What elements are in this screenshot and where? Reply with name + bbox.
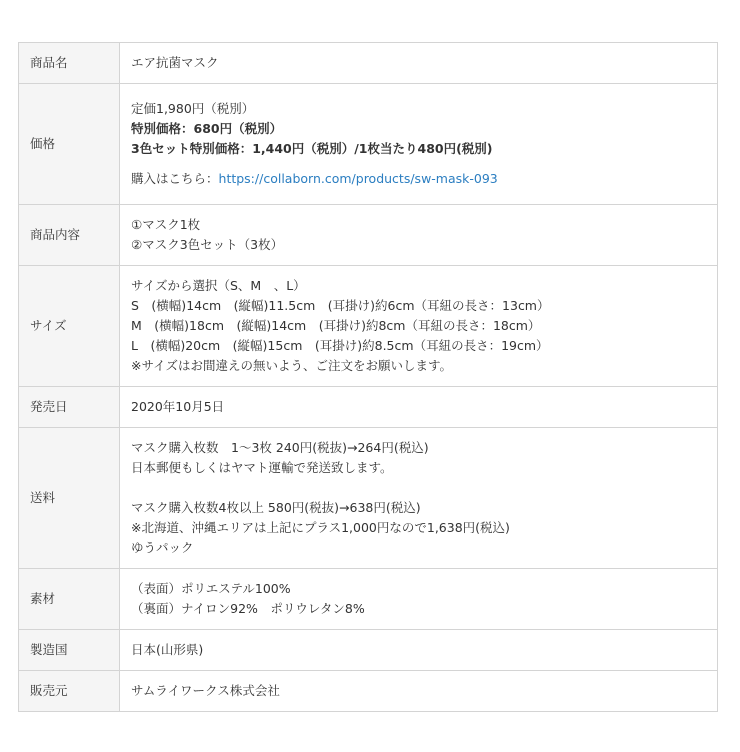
size-note: ※サイズはお間違えの無いよう、ご注文をお願いします。 [131, 358, 452, 373]
product-spec-table [18, 42, 718, 712]
seller-name: サムライワークス株式会社 [131, 683, 280, 698]
purchase-line [131, 169, 706, 189]
table-row [19, 569, 718, 630]
size-line: M (横幅)18cm (縦幅)14cm (耳掛け)約8cm（耳紐の長さ：18cm） [131, 318, 541, 333]
shipping-line: ゆうパック [131, 540, 194, 555]
row-label: 発売日 [19, 387, 120, 428]
table-row [19, 43, 718, 84]
row-label: サイズ [19, 266, 120, 387]
row-value [120, 671, 718, 712]
table-row [19, 387, 718, 428]
list-price: 定価1,980円（税別） [131, 101, 255, 116]
size-line: S (横幅)14cm (縦幅)11.5cm (耳掛け)約6cm（耳紐の長さ：13cm） [131, 298, 550, 313]
table-row [19, 205, 718, 266]
row-value [120, 205, 718, 266]
row-value [120, 630, 718, 671]
shipping-line: マスク購入枚数 1〜3枚 240円(税抜)→264円(税込) [131, 440, 429, 455]
content-item: ②マスク3色セット（3枚） [131, 237, 284, 252]
material-line: （裏面）ナイロン92% ポリウレタン8% [131, 601, 365, 616]
row-label: 商品内容 [19, 205, 120, 266]
row-value [120, 43, 718, 84]
row-label: 価格 [19, 84, 120, 205]
content-item: ①マスク1枚 [131, 217, 201, 232]
row-label: 素材 [19, 569, 120, 630]
row-label: 製造国 [19, 630, 120, 671]
size-line: サイズから選択（S、M 、L） [131, 278, 306, 293]
table-row [19, 671, 718, 712]
shipping-line: ※北海道、沖縄エリアは上記にプラス1,000円なので1,638円(税込) [131, 520, 510, 535]
row-label: 送料 [19, 428, 120, 569]
row-value [120, 569, 718, 630]
table-row [19, 266, 718, 387]
row-value [120, 428, 718, 569]
row-value [120, 387, 718, 428]
row-label: 販売元 [19, 671, 120, 712]
table-row [19, 84, 718, 205]
table-row [19, 630, 718, 671]
purchase-prefix: 購入はこちら： [131, 171, 219, 186]
row-value [120, 266, 718, 387]
row-value [120, 84, 718, 205]
product-name: エア抗菌マスク [131, 55, 219, 70]
purchase-link[interactable]: https://collaborn.com/products/sw-mask-093 [218, 171, 498, 186]
table-row [19, 428, 718, 569]
special-price: 特別価格：680円（税別） [131, 121, 283, 136]
shipping-line: マスク購入枚数4枚以上 580円(税抜)→638円(税込) [131, 500, 421, 515]
size-line: L (横幅)20cm (縦幅)15cm (耳掛け)約8.5cm（耳紐の長さ：19cm） [131, 338, 549, 353]
country-of-manufacture: 日本(山形県) [131, 642, 204, 657]
material-line: （表面）ポリエステル100% [131, 581, 291, 596]
shipping-line: 日本郵便もしくはヤマト運輸で発送致します。 [131, 460, 393, 475]
release-date: 2020年10月5日 [131, 399, 225, 414]
row-label: 商品名 [19, 43, 120, 84]
set-price: 3色セット特別価格：1,440円（税別）/1枚当たり480円(税別) [131, 141, 493, 156]
